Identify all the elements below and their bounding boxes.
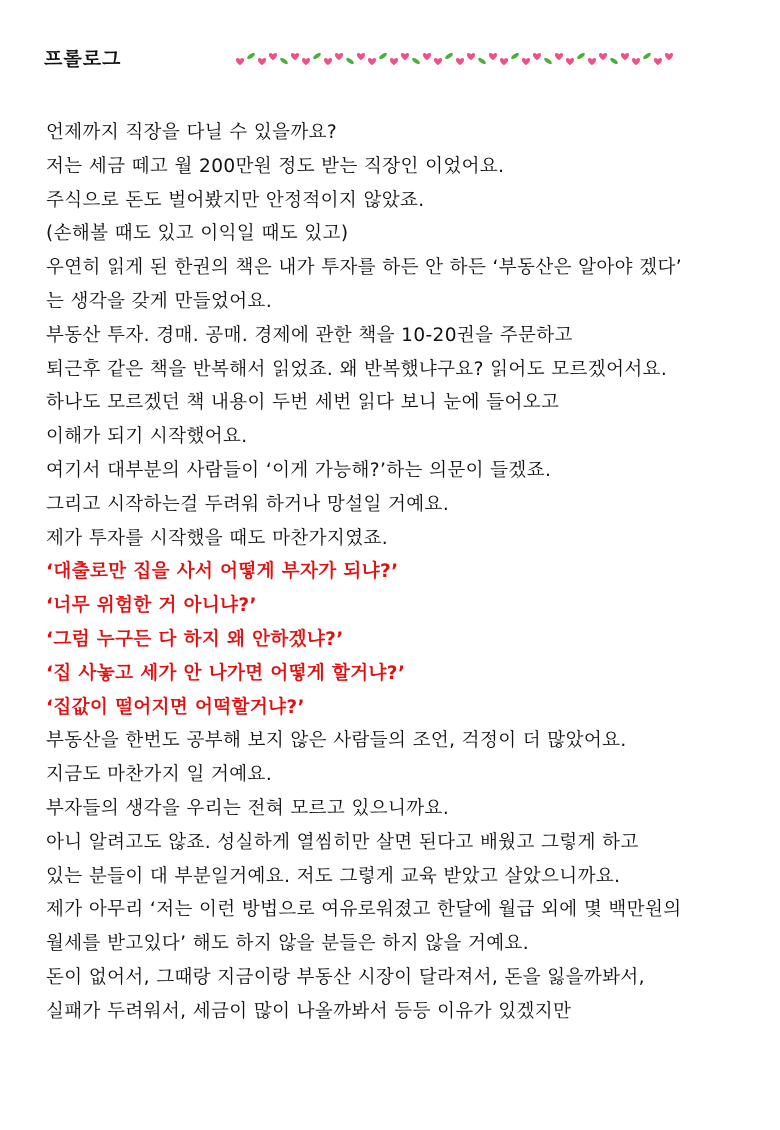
body-line: 제가 아무리 ‘저는 이런 방법으로 여유로워졌고 한달에 월급 외에 몇 백만원의 [46, 899, 682, 921]
body-line: 지금도 마찬가지 일 거예요. [46, 764, 273, 786]
leaf-icon [510, 52, 520, 60]
body-line: 실패가 두려워서, 세금이 많이 나올까봐서 등등 이유가 있겠지만 [46, 1000, 572, 1022]
leaf-icon [378, 52, 388, 60]
quoted-line: ‘집값이 떨어지면 어떡할거냐?’ [46, 696, 305, 718]
heart-icon [291, 53, 299, 60]
heart-icon [335, 53, 343, 60]
body-line: 제가 투자를 시작했을 때도 마찬가지였죠. [46, 527, 389, 549]
leaf-icon [312, 52, 322, 60]
heart-icon [401, 53, 409, 60]
leaf-icon [279, 57, 289, 65]
body-line: 부자들의 생각을 우리는 전혀 모르고 있으니까요. [46, 797, 450, 819]
heart-icon [533, 53, 541, 60]
body-line: 부동산을 한번도 공부해 보지 않은 사람들의 조언, 걱정이 더 많았어요. [46, 730, 627, 752]
heart-icon [269, 53, 277, 60]
heart-icon [665, 53, 673, 60]
body-text [46, 116, 766, 1029]
heart-icon [456, 58, 464, 65]
body-line: 우연히 읽게 된 한권의 책은 내가 투자를 하든 안 하든 ‘부동산은 알아야 겠다’ [46, 257, 683, 279]
body-line: 이해가 되기 시작했어요. [46, 426, 248, 448]
heart-icon [566, 58, 574, 65]
body-line: 주식으로 돈도 벌어봤지만 안정적이지 않았죠. [46, 189, 425, 211]
leaf-icon [411, 57, 421, 65]
heart-icon [654, 58, 662, 65]
body-line: 아니 알려고도 않죠. 성실하게 열씸히만 살면 된다고 배웠고 그렇게 하고 [46, 831, 639, 853]
leaf-icon [543, 57, 553, 65]
body-line: 는 생각을 갖게 만들었어요. [46, 290, 273, 312]
heart-icon [500, 58, 508, 65]
body-line: 돈이 없어서, 그때랑 지금이랑 부동산 시장이 달라져서, 돈을 잃을까봐서, [46, 966, 645, 988]
heart-icon [489, 53, 497, 60]
leaf-icon [576, 52, 586, 60]
quoted-line: ‘대출로만 집을 사서 어떻게 부자가 되냐?’ [46, 561, 399, 583]
body-line: 그리고 시작하는걸 두려워 하거나 망설일 거예요. [46, 493, 450, 515]
heart-icon [423, 53, 431, 60]
leaf-icon [642, 52, 652, 60]
body-line: 여기서 대부분의 사람들이 ‘이게 가능해?’하는 의문이 들겠죠. [46, 459, 552, 481]
heart-icon [324, 58, 332, 65]
quoted-line: ‘너무 위험한 거 아니냐?’ [46, 595, 257, 617]
heart-icon [522, 58, 530, 65]
heart-icon [555, 53, 563, 60]
leaf-icon [345, 57, 355, 65]
heart-icon [390, 58, 398, 65]
hearts-and-leaves-border-icon [236, 46, 676, 72]
heart-icon [599, 53, 607, 60]
body-line: 월세를 받고있다’ 해도 하지 않을 분들은 하지 않을 거예요. [46, 933, 530, 955]
body-line: 부동산 투자. 경매. 공매. 경제에 관한 책을 10-20권을 주문하고 [46, 324, 573, 346]
quoted-line: ‘그럼 누구든 다 하지 왜 안하겠냐?’ [46, 628, 344, 650]
leaf-icon [246, 52, 256, 60]
heart-icon [434, 58, 442, 65]
body-line: 저는 세금 떼고 월 200만원 정도 받는 직장인 이었어요. [46, 155, 505, 177]
heart-icon [368, 58, 376, 65]
body-line: 언제까지 직장을 다닐 수 있을까요? [46, 122, 338, 143]
heart-icon [621, 53, 629, 60]
body-line: (손해볼 때도 있고 이익일 때도 있고) [46, 223, 349, 245]
heart-icon [302, 58, 310, 65]
body-line: 있는 분들이 대 부분일거예요. 저도 그렇게 교육 받았고 살았으니까요. [46, 865, 621, 887]
body-line: 퇴근후 같은 책을 반복해서 읽었죠. 왜 반복했냐구요? 읽어도 모르겠어서요. [46, 358, 668, 380]
heart-icon [632, 58, 640, 65]
heart-icon [588, 58, 596, 65]
leaf-icon [444, 52, 454, 60]
body-line: 하나도 모르겠던 책 내용이 두번 세번 읽다 보니 눈에 들어오고 [46, 392, 560, 414]
heart-icon [357, 53, 365, 60]
quoted-line: ‘집 사놓고 세가 안 나가면 어떻게 할거냐?’ [46, 662, 406, 684]
page-title: 프롤로그 [44, 48, 122, 70]
leaf-icon [609, 57, 619, 65]
leaf-icon [477, 57, 487, 65]
heart-icon [467, 53, 475, 60]
heart-icon [258, 58, 266, 65]
heart-icon [236, 58, 244, 65]
